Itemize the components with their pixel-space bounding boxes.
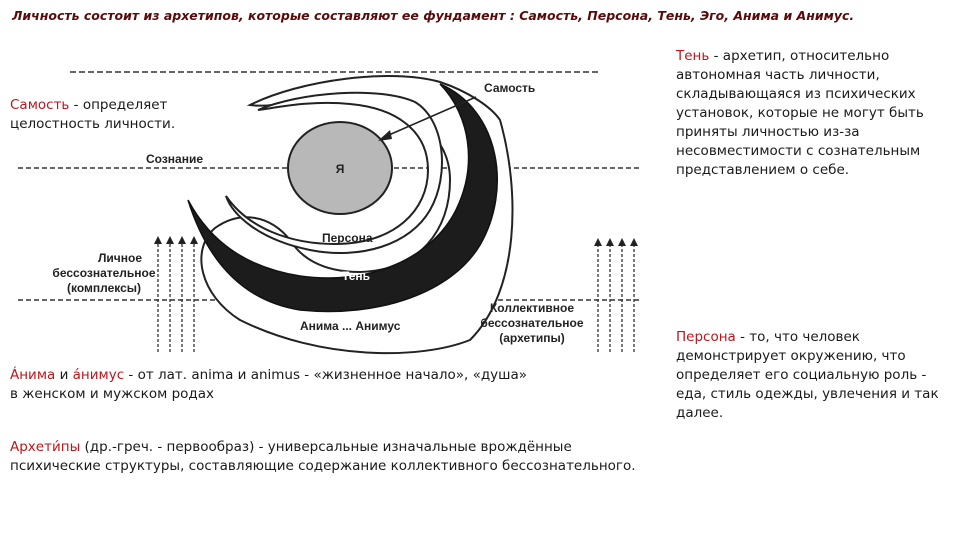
personal-unconscious-label-1: Личное <box>97 251 143 265</box>
persona-note <box>676 328 950 423</box>
shadow-diagram-label: Тень <box>342 269 371 283</box>
personal-unconscious-label-3: (комплексы) <box>66 281 142 295</box>
self-diagram-label: Самость <box>484 81 536 95</box>
page-title: Личность состоит из архетипов, которые составляют ее фундамент : Самость, Персона, Тень, Эго, Анима и Анимус. <box>12 8 855 23</box>
anima-definition: - от лат. anima и animus - «жизненное начало», «душа» в женском и мужском родах <box>10 367 528 402</box>
personal-unconscious-arrows <box>158 243 194 352</box>
shadow-term: Тень <box>676 48 710 64</box>
personal-unconscious-label-2: бессознательное <box>52 266 156 280</box>
anima-animus-label: Анима ... Анимус <box>300 319 401 333</box>
archetypes-definition: (др.-греч. - первообраз) - универсальные изначальные врождённые психические структуры, составляющие содержание коллективного бессознательного. <box>10 439 636 474</box>
anima-term: Áнима <box>10 367 56 383</box>
collective-unconscious-arrowheads <box>594 238 638 246</box>
animus-term: áнимус <box>72 367 125 383</box>
collective-unconscious-label-1: Коллективное <box>489 301 575 315</box>
archetypes-term: Архети́пы <box>10 439 81 455</box>
self-definition: - определяет целостность личности. <box>10 97 176 132</box>
collective-unconscious-arrows <box>598 245 634 352</box>
persona-definition: - то, что человек демонстрирует окружению, что определяет его социальную роль - еда, стиль одежды, увлечения и так далее. <box>676 329 939 421</box>
self-note <box>10 96 210 134</box>
persona-term: Персона <box>676 329 736 345</box>
anima-conjunction: и <box>55 367 73 383</box>
ego-label: Я <box>335 162 345 176</box>
consciousness-label: Сознание <box>146 152 204 166</box>
self-arrowhead <box>378 130 392 141</box>
collective-unconscious-label-3: (архетипы) <box>499 331 565 345</box>
collective-unconscious-label-2: бессознательное <box>480 316 584 330</box>
persona-diagram-label: Персона <box>322 231 373 245</box>
archetypes-note <box>10 438 640 476</box>
self-term: Самость <box>10 97 70 113</box>
shadow-definition: - архетип, относительно автономная часть личности, складывающаяся из психических установок, которые не могут быть приняты личностью из-за несовместимости с сознательным представлением о себе. <box>676 48 924 178</box>
personal-unconscious-arrowheads <box>154 236 198 244</box>
anima-note <box>10 366 530 404</box>
shadow-note <box>676 47 950 180</box>
